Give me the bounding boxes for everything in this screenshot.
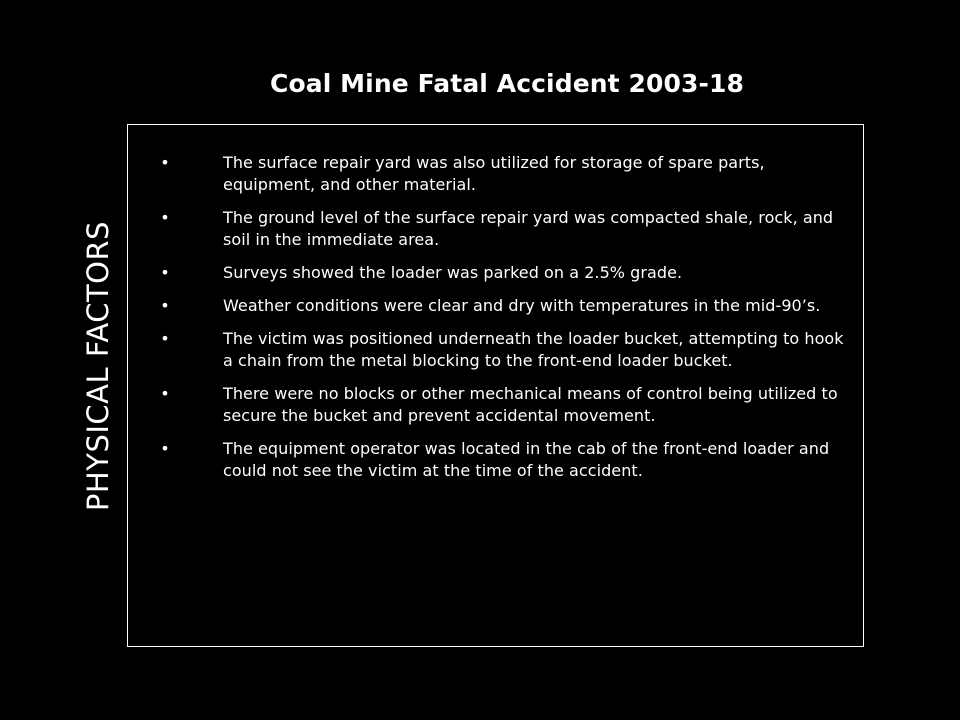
bullet-text: Surveys showed the loader was parked on a 2.5% grade. bbox=[223, 263, 683, 282]
bullet-list bbox=[128, 152, 863, 493]
content-box bbox=[127, 124, 864, 647]
bullet-text: The surface repair yard was also utilized for storage of spare parts, equipment, and other material. bbox=[223, 153, 765, 194]
bullet-icon: • bbox=[160, 384, 170, 403]
bullet-item bbox=[128, 438, 863, 482]
bullet-text: The victim was positioned underneath the loader bucket, attempting to hook a chain from the metal blocking to the front-end loader bucket. bbox=[223, 329, 844, 370]
bullet-icon: • bbox=[160, 296, 170, 315]
bullet-text: There were no blocks or other mechanical means of control being utilized to secure the bucket and prevent accidental movement. bbox=[223, 384, 838, 425]
bullet-item bbox=[128, 207, 863, 251]
slide-title: Coal Mine Fatal Accident 2003-18 bbox=[270, 69, 744, 98]
bullet-text: The equipment operator was located in the cab of the front-end loader and could not see the victim at the time of the accident. bbox=[223, 439, 830, 480]
bullet-icon: • bbox=[160, 263, 170, 282]
bullet-item bbox=[128, 262, 863, 284]
bullet-item bbox=[128, 383, 863, 427]
bullet-item bbox=[128, 295, 863, 317]
bullet-icon: • bbox=[160, 153, 170, 172]
bullet-item bbox=[128, 152, 863, 196]
bullet-icon: • bbox=[160, 208, 170, 227]
section-side-label: PHYSICAL FACTORS bbox=[81, 220, 115, 512]
bullet-text: The ground level of the surface repair yard was compacted shale, rock, and soil in the immediate area. bbox=[223, 208, 834, 249]
bullet-text: Weather conditions were clear and dry with temperatures in the mid-90’s. bbox=[223, 296, 821, 315]
bullet-icon: • bbox=[160, 439, 170, 458]
bullet-item bbox=[128, 328, 863, 372]
bullet-icon: • bbox=[160, 329, 170, 348]
